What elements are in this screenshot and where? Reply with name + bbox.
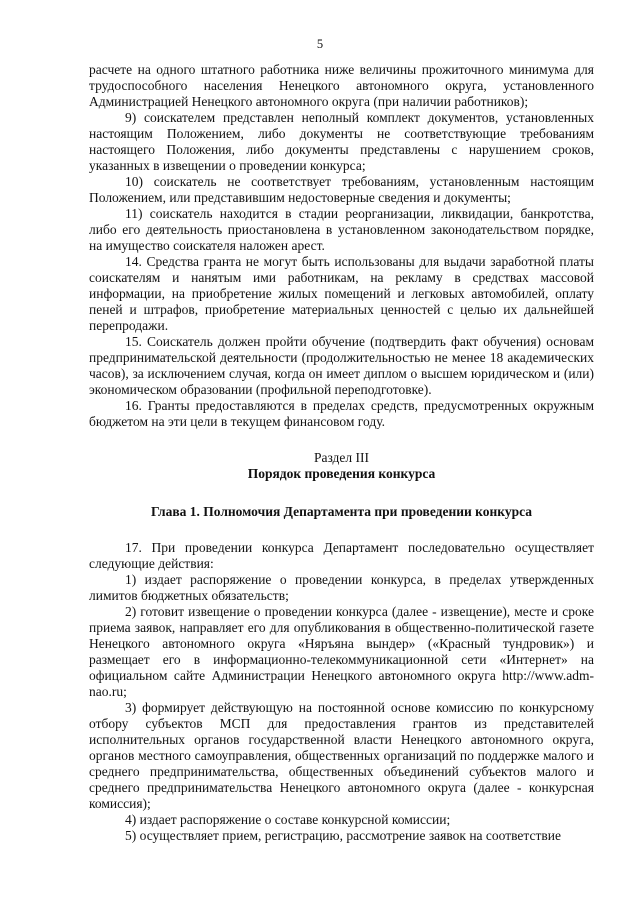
chapter-title: Глава 1. Полномочия Департамента при проведении конкурса [150, 504, 533, 519]
page-number: 5 [316, 37, 324, 51]
paragraph-action-2: 2) готовит извещение о проведении конкурса (далее - извещение), месте и сроке приема заявок, направляет его для опубликования в общественно-политической газете Ненецкого автономного округа «Няръяна вындер» («Красный тундровик») и размещает его в информационно-телекоммуникационной сети «Интернет» на официальном сайте Администрации Ненецкого автономного округа http://www.adm-nao.ru; [89, 604, 594, 699]
paragraph-item-11: 11) соискатель находится в стадии реорганизации, ликвидации, банкротства, либо его деятельность приостановлена в установленном законодательством порядке, на имущество соискателя наложен арест. [89, 206, 594, 253]
paragraph-action-1: 1) издает распоряжение о проведении конкурса, в пределах утвержденных лимитов бюджетных обязательств; [89, 572, 594, 603]
paragraph-action-4: 4) издает распоряжение о составе конкурсной комиссии; [125, 812, 451, 827]
paragraph-item-10: 10) соискатель не соответствует требованиям, установленным настоящим Положением, или представившим недостоверные сведения и документы; [89, 174, 594, 205]
paragraph-clause-16: 16. Гранты предоставляются в пределах средств, предусмотренных окружным бюджетом на эти цели в текущем финансовом году. [89, 398, 594, 429]
paragraph-continuation: расчете на одного штатного работника ниже величины прожиточного минимума для трудоспособного населения Ненецкого автономного округа, установленного Администрацией Ненецкого автономного округа (при наличии работников); [89, 62, 594, 109]
document-body [89, 62, 594, 844]
paragraph-action-5: 5) осуществляет прием, регистрацию, рассмотрение заявок на соответствие [125, 828, 561, 843]
paragraph-item-9: 9) соискателем представлен неполный комплект документов, установленных настоящим Положением, либо документы не соответствующие требованиям настоящего Положения, либо документы представлены с нарушением сроков, указанных в извещении о проведении конкурса; [89, 110, 594, 173]
section-label: Раздел III [313, 450, 370, 465]
paragraph-clause-17: 17. При проведении конкурса Департамент последовательно осуществляет следующие действия: [89, 540, 594, 571]
paragraph-action-3: 3) формирует действующую на постоянной основе комиссию по конкурсному отбору субъектов МСП для предоставления грантов из представителей исполнительных органов государственной власти Ненецкого автономного округа, органов местного самоуправления, общественных организаций по поддержке малого и среднего предпринимательства, общественных объединений субъектов малого и среднего предпринимательства Ненецкого автономного округа (далее - конкурсная комиссия); [89, 700, 594, 811]
paragraph-clause-14: 14. Средства гранта не могут быть использованы для выдачи заработной платы соискателям и нанятым ими работникам, на рекламу в средствах массовой информации, на приобретение жилых помещений и легковых автомобилей, оплату пеней и штрафов, приобретение материальных ценностей с целью их дальнейшей перепродажи. [89, 254, 594, 333]
section-title: Порядок проведения конкурса [247, 466, 436, 481]
paragraph-clause-15: 15. Соискатель должен пройти обучение (подтвердить факт обучения) основам предпринимательской деятельности (продолжительностью не менее 18 академических часов), за исключением случая, когда он имеет диплом о высшем юридическом и (или) экономическом образовании (профильной переподготовке). [89, 334, 594, 397]
